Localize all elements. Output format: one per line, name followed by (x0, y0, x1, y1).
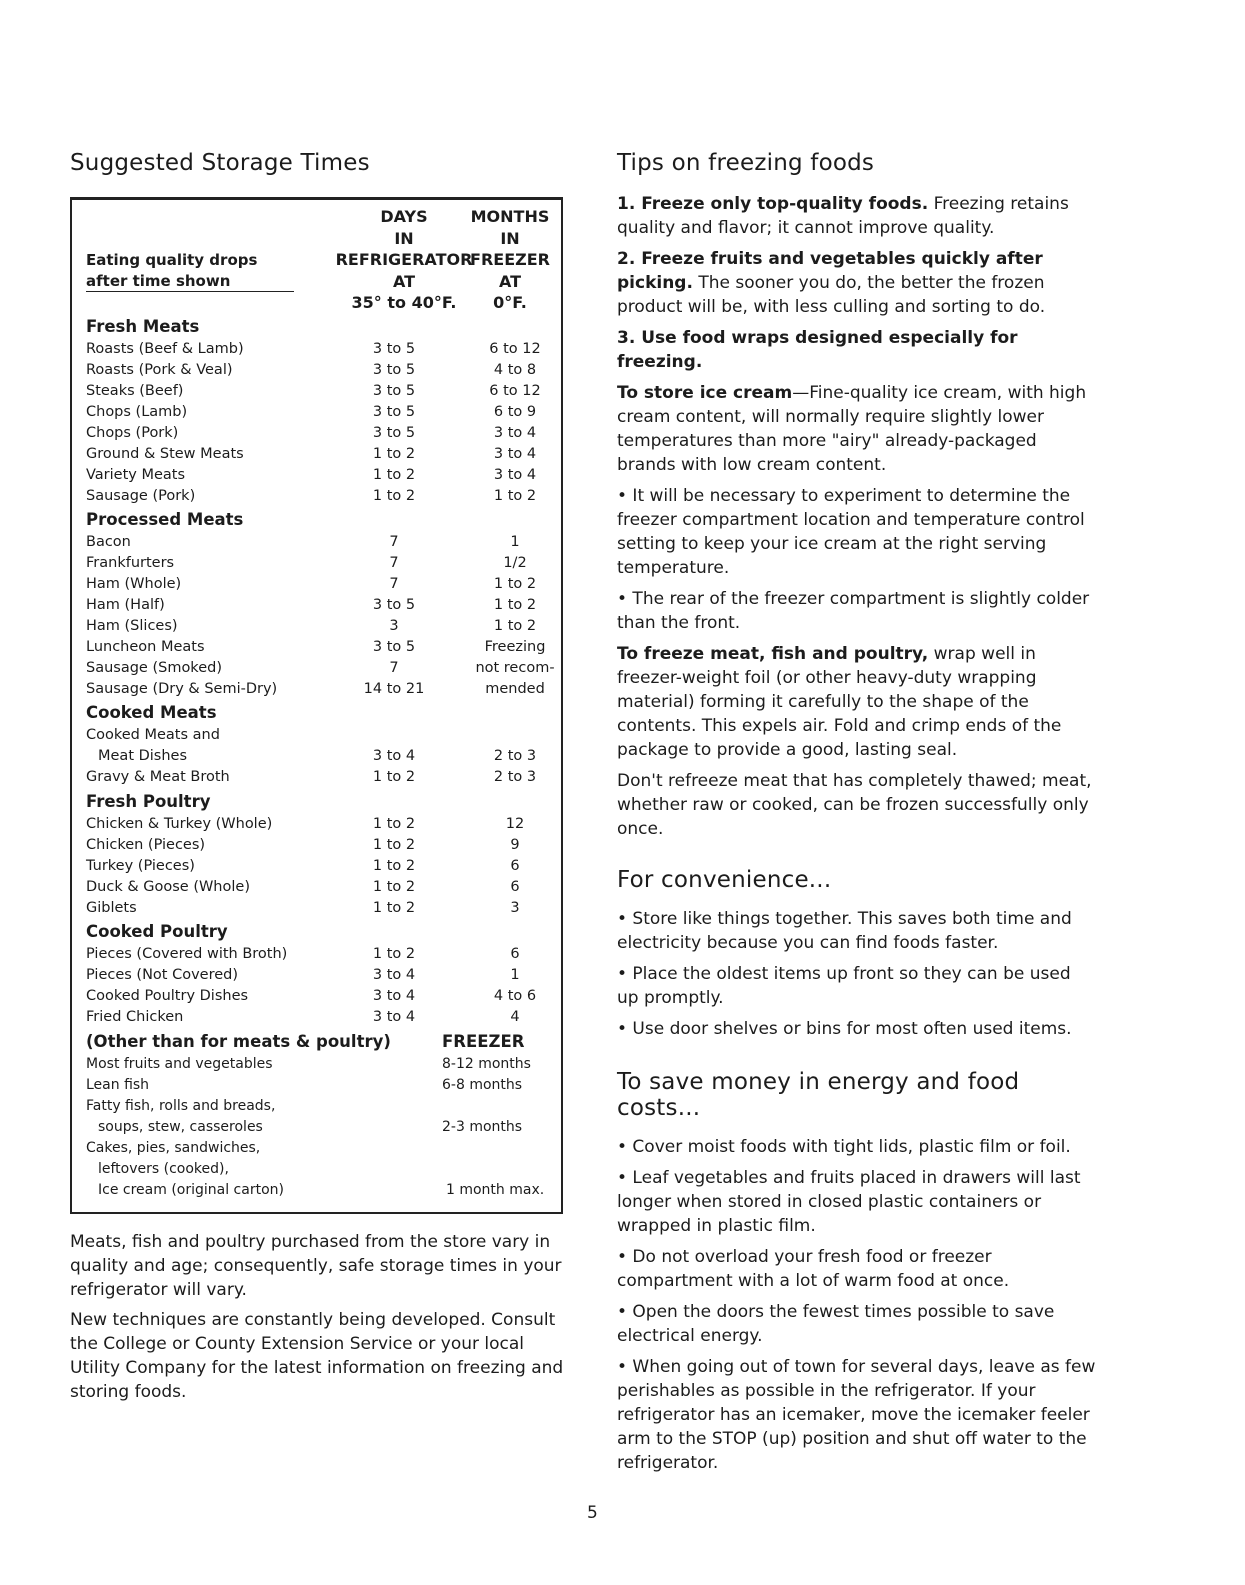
row-days: 7 (389, 534, 399, 550)
row-days: 1 to 2 (372, 900, 416, 916)
row-name: Fatty fish, rolls and breads, (86, 1098, 276, 1114)
row-days: 3 to 5 (372, 404, 416, 420)
row-name: Bacon (86, 534, 131, 550)
note-paragraph: Meats, fish and poultry purchased from the store vary in quality and age; consequently, safe storage times in your refrigerator will vary. (70, 1232, 562, 1300)
row-months: 1 to 2 (493, 597, 537, 613)
row-days: 3 to 5 (372, 383, 416, 399)
table-row (86, 1056, 556, 1076)
row-days: 3 (389, 618, 399, 634)
row-months: 2 to 3 (493, 748, 537, 764)
table-row (86, 858, 556, 878)
storage-title: Suggested Storage Times (70, 150, 370, 176)
row-days: 1 to 2 (372, 816, 416, 832)
table-row (86, 534, 556, 554)
row-name: Pieces (Covered with Broth) (86, 946, 288, 962)
ice-cream-tip (617, 381, 1097, 477)
row-name: Sausage (Dry & Semi-Dry) (86, 681, 278, 697)
table-row (86, 1182, 556, 1202)
row-days: 1 to 2 (372, 467, 416, 483)
row-months: 4 (510, 1009, 520, 1025)
row-name: Lean fish (86, 1077, 150, 1093)
table-row (86, 467, 556, 487)
ice-cream-text: —Fine-quality ice cream, with high cream content, will normally require slightly lower temperatures than more "airy" already-packaged brands with low cream content. (617, 383, 1087, 475)
row-months: 2-3 months (442, 1119, 523, 1135)
save-bullet: • When going out of town for several days, leave as few perishables as possible in the refrigerator. If your refrigerator has an icemaker, move the icemaker feeler arm to the STOP (up) position and shut off water to the refrigerator. (617, 1357, 1096, 1473)
row-months: mended (485, 681, 545, 697)
row-name: Ice cream (original carton) (98, 1182, 284, 1198)
row-months: 4 to 6 (493, 988, 537, 1004)
row-name: Variety Meats (86, 467, 186, 483)
row-months: 3 to 4 (493, 467, 537, 483)
header-underline (86, 291, 294, 292)
table-row (86, 1140, 556, 1160)
row-name: Giblets (86, 900, 137, 916)
header-left-line1: Eating quality drops (86, 251, 258, 269)
section-fresh-meats: Fresh Meats (86, 317, 200, 336)
row-name: Roasts (Beef & Lamb) (86, 341, 244, 357)
row-name: Most fruits and vegetables (86, 1056, 273, 1072)
meat-tip (617, 642, 1097, 762)
row-months: 6 to 12 (489, 383, 541, 399)
days-header-line: IN (394, 228, 414, 248)
tip-3-heading: 3. Use food wraps designed especially for freezing. (617, 328, 1018, 372)
row-days: 1 to 2 (372, 946, 416, 962)
row-name: Chops (Lamb) (86, 404, 188, 420)
row-months: 1 to 2 (493, 488, 537, 504)
months-header-line: AT (498, 271, 522, 291)
ice-cream-bullet: • It will be necessary to experiment to determine the freezer compartment location and temperature control setting to keep your ice cream at the right serving temperature. (617, 486, 1085, 578)
row-months: 6-8 months (442, 1077, 523, 1093)
table-row (86, 967, 556, 987)
row-name: Cakes, pies, sandwiches, (86, 1140, 261, 1156)
table-row (86, 837, 556, 857)
row-name: Steaks (Beef) (86, 383, 184, 399)
days-header-line: DAYS (380, 207, 428, 226)
row-name: Luncheon Meats (86, 639, 205, 655)
row-months: 2 to 3 (493, 769, 537, 785)
storage-notes (70, 1230, 570, 1404)
tip-1-text: Freezing retains quality and flavor; it cannot improve quality. (617, 194, 1069, 238)
refreeze-note: Don't refreeze meat that has completely thawed; meat, whether raw or cooked, can be frozen successfully only once. (617, 771, 1092, 839)
row-name: Chicken (Pieces) (86, 837, 206, 853)
row-days: 3 to 5 (372, 425, 416, 441)
table-row (86, 555, 556, 575)
row-months: 1 to 2 (493, 576, 537, 592)
row-months: 12 (505, 816, 525, 832)
row-months: not recom- (475, 660, 555, 676)
section-cooked-poultry: Cooked Poultry (86, 922, 228, 941)
table-row (86, 404, 556, 424)
row-days: 7 (389, 555, 399, 571)
save-bullet: • Leaf vegetables and fruits placed in drawers will last longer when stored in closed plastic containers or wrapped in plastic film. (617, 1168, 1081, 1236)
meat-tip-heading: To freeze meat, fish and poultry, (617, 644, 929, 664)
ice-cream-heading: To store ice cream (617, 383, 793, 403)
table-row (86, 425, 556, 445)
section-fresh-poultry: Fresh Poultry (86, 792, 211, 811)
meat-tip-text: wrap well in freezer-weight foil (or other heavy-duty wrapping material) forming it carefully to the shape of the contents. This expels air. Fold and crimp ends of the package to provide a good, lasting seal. (617, 644, 1062, 760)
tips-title: Tips on freezing foods (617, 150, 875, 176)
table-row (86, 946, 556, 966)
row-name: Pieces (Not Covered) (86, 967, 239, 983)
table-row (86, 446, 556, 466)
right-column (617, 150, 1097, 1482)
note-paragraph: New techniques are constantly being developed. Consult the College or County Extension Service or your local Utility Company for the latest information on freezing and storing foods. (70, 1310, 564, 1402)
months-header-line: FREEZER (470, 250, 550, 269)
row-months: 6 (510, 858, 520, 874)
table-row (86, 727, 556, 747)
row-months: 1/2 (503, 555, 527, 571)
row-days: 3 to 4 (372, 748, 416, 764)
row-name: Turkey (Pieces) (86, 858, 195, 874)
convenience-bullet: • Store like things together. This saves both time and electricity because you can find foods faster. (617, 909, 1072, 953)
table-row (86, 900, 556, 920)
row-months: Freezing (484, 639, 546, 655)
row-name: Sausage (Pork) (86, 488, 196, 504)
days-header (334, 206, 474, 314)
convenience-title: For convenience... (617, 867, 832, 893)
row-days: 3 to 4 (372, 967, 416, 983)
row-days: 1 to 2 (372, 858, 416, 874)
row-name: Roasts (Pork & Veal) (86, 362, 233, 378)
page-number: 5 (587, 1503, 598, 1523)
row-months: 6 (510, 946, 520, 962)
row-days: 3 to 4 (372, 988, 416, 1004)
table-row (86, 816, 556, 836)
row-name: Duck & Goose (Whole) (86, 879, 250, 895)
row-months: 9 (510, 837, 520, 853)
row-months: 3 to 4 (493, 446, 537, 462)
tip-2-heading: 2. Freeze fruits and vegetables quickly after picking. (617, 249, 1043, 293)
convenience-bullet: • Place the oldest items up front so they can be used up promptly. (617, 964, 1071, 1008)
days-header-line: REFRIGERATOR (335, 250, 473, 269)
tip-3 (617, 326, 1097, 374)
table-row (86, 1161, 556, 1181)
table-row (86, 341, 556, 361)
row-name: leftovers (cooked), (98, 1161, 229, 1177)
row-name: Frankfurters (86, 555, 175, 571)
months-header-line: 0°F. (493, 293, 527, 312)
row-days: 1 to 2 (372, 837, 416, 853)
table-row (86, 597, 556, 617)
row-months: 6 to 9 (493, 404, 537, 420)
months-header-line: IN (500, 228, 520, 248)
table-row (86, 576, 556, 596)
header-left-line2: after time shown (86, 272, 231, 290)
row-days: 1 to 2 (372, 488, 416, 504)
row-name: Ham (Whole) (86, 576, 182, 592)
table-row (86, 748, 556, 768)
table-row (86, 681, 556, 701)
row-days: 14 to 21 (363, 681, 425, 697)
save-bullet: • Open the doors the fewest times possible to save electrical energy. (617, 1302, 1055, 1346)
row-name: Ham (Slices) (86, 618, 178, 634)
row-name: soups, stew, casseroles (98, 1119, 263, 1135)
row-name: Meat Dishes (98, 748, 188, 764)
section-other: (Other than for meats & poultry) (86, 1032, 391, 1051)
row-months: 1 (510, 967, 520, 983)
left-column (70, 150, 570, 1410)
months-header-line: MONTHS (470, 207, 550, 226)
tip-2-text: The sooner you do, the better the frozen product will be, with less culling and sorting to do. (617, 273, 1046, 317)
save-bullet: • Cover moist foods with tight lids, plastic film or foil. (617, 1137, 1071, 1157)
table-row (86, 383, 556, 403)
ice-cream-bullet: • The rear of the freezer compartment is slightly colder than the front. (617, 589, 1090, 633)
table-row (86, 1077, 556, 1097)
row-days: 3 to 5 (372, 639, 416, 655)
row-days: 1 to 2 (372, 769, 416, 785)
tip-1-heading: 1. Freeze only top-quality foods. (617, 194, 929, 214)
tip-1 (617, 192, 1097, 240)
table-row (86, 1098, 556, 1118)
freezer-label: FREEZER (442, 1032, 525, 1051)
row-name: Chicken & Turkey (Whole) (86, 816, 273, 832)
row-months: 4 to 8 (493, 362, 537, 378)
row-name: Ground & Stew Meats (86, 446, 244, 462)
row-days: 3 to 5 (372, 362, 416, 378)
tip-2 (617, 247, 1097, 319)
row-months: 3 (510, 900, 520, 916)
months-header (460, 206, 560, 314)
row-name: Gravy & Meat Broth (86, 769, 230, 785)
table-row (86, 639, 556, 659)
table-row (86, 879, 556, 899)
row-name: Ham (Half) (86, 597, 165, 613)
table-row (86, 660, 556, 680)
row-months: 1 month max. (446, 1182, 545, 1198)
table-row (86, 618, 556, 638)
row-months: 6 (510, 879, 520, 895)
row-months: 8-12 months (442, 1056, 531, 1072)
table-row (86, 1009, 556, 1029)
days-header-line: AT (392, 271, 416, 291)
row-days: 3 to 4 (372, 1009, 416, 1025)
row-name: Cooked Poultry Dishes (86, 988, 249, 1004)
row-name: Fried Chicken (86, 1009, 184, 1025)
row-months: 1 (510, 534, 520, 550)
days-header-line: 35° to 40°F. (351, 293, 457, 312)
table-row (86, 769, 556, 789)
save-money-title: To save money in energy and food costs... (617, 1069, 1020, 1121)
row-name: Cooked Meats and (86, 727, 220, 743)
table-row (86, 362, 556, 382)
row-name: Sausage (Smoked) (86, 660, 222, 676)
storage-table (70, 197, 563, 1214)
row-months: 6 to 12 (489, 341, 541, 357)
table-row (86, 988, 556, 1008)
table-row (86, 488, 556, 508)
table-row (86, 1119, 556, 1139)
row-days: 7 (389, 576, 399, 592)
row-name: Chops (Pork) (86, 425, 179, 441)
section-cooked-meats: Cooked Meats (86, 703, 217, 722)
header-left (86, 250, 257, 292)
section-processed-meats: Processed Meats (86, 510, 244, 529)
save-bullet: • Do not overload your fresh food or freezer compartment with a lot of warm food at once. (617, 1247, 1010, 1291)
row-days: 3 to 5 (372, 341, 416, 357)
row-days: 7 (389, 660, 399, 676)
row-days: 3 to 5 (372, 597, 416, 613)
row-months: 3 to 4 (493, 425, 537, 441)
row-days: 1 to 2 (372, 446, 416, 462)
row-months: 1 to 2 (493, 618, 537, 634)
convenience-bullet: • Use door shelves or bins for most often used items. (617, 1019, 1072, 1039)
row-days: 1 to 2 (372, 879, 416, 895)
